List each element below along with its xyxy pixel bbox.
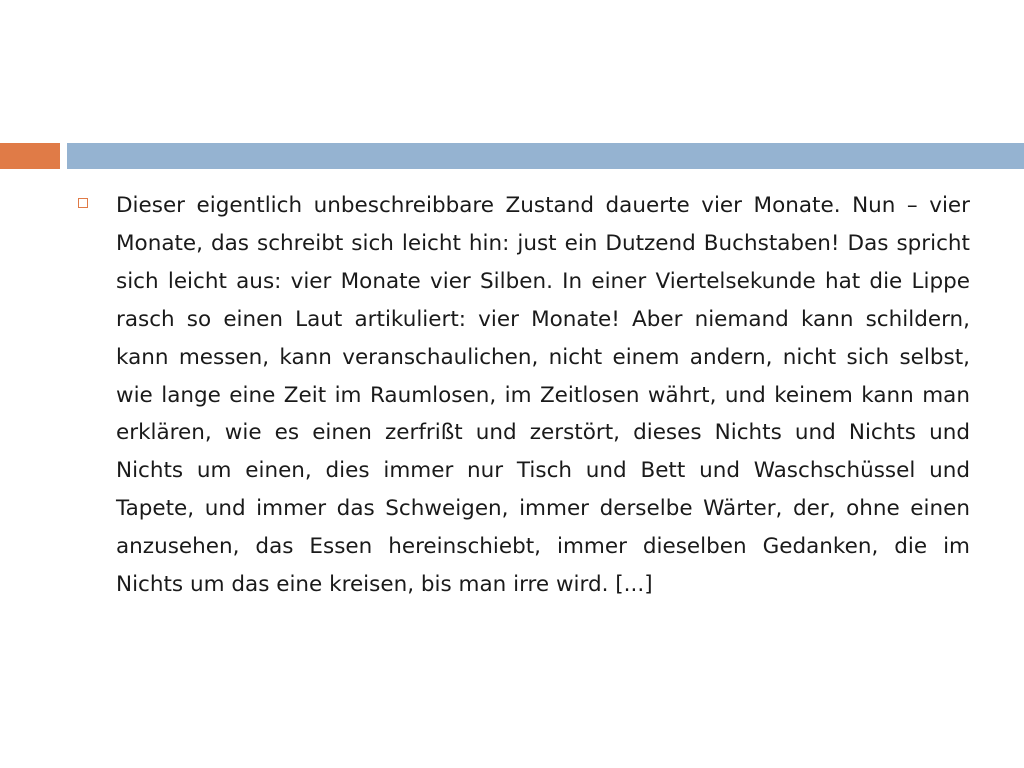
title-bar — [67, 143, 1024, 169]
body-paragraph: Dieser eigentlich unbeschreibbare Zustand dauerte vier Monate. Nun – vier Monate, das schreibt sich leicht hin: just ein Dutzend Buchstaben! Das spricht sich leicht aus: vier Monate vier Silben. In einer Viertelsekunde hat die Lippe rasch so einen Laut artikuliert: vier Monate! Aber niemand kann schildern, kann messen, kann veranschaulichen, nicht einem andern, nicht sich selbst, wie lange eine Zeit im Raumlosen, im Zeitlosen währt, und keinem kann man erklären, wie es einen zerfrißt und zerstört, dieses Nichts und Nichts und Nichts um einen, dies immer nur Tisch und Bett und Waschschüssel und Tapete, und immer das Schweigen, immer derselbe Wärter, der, ohne einen anzusehen, das Essen hereinschiebt, immer dieselben Gedanken, die im Nichts um das eine kreisen, bis man irre wird. [...] — [116, 193, 970, 598]
square-bullet-icon — [78, 198, 88, 208]
accent-bar — [0, 143, 60, 169]
